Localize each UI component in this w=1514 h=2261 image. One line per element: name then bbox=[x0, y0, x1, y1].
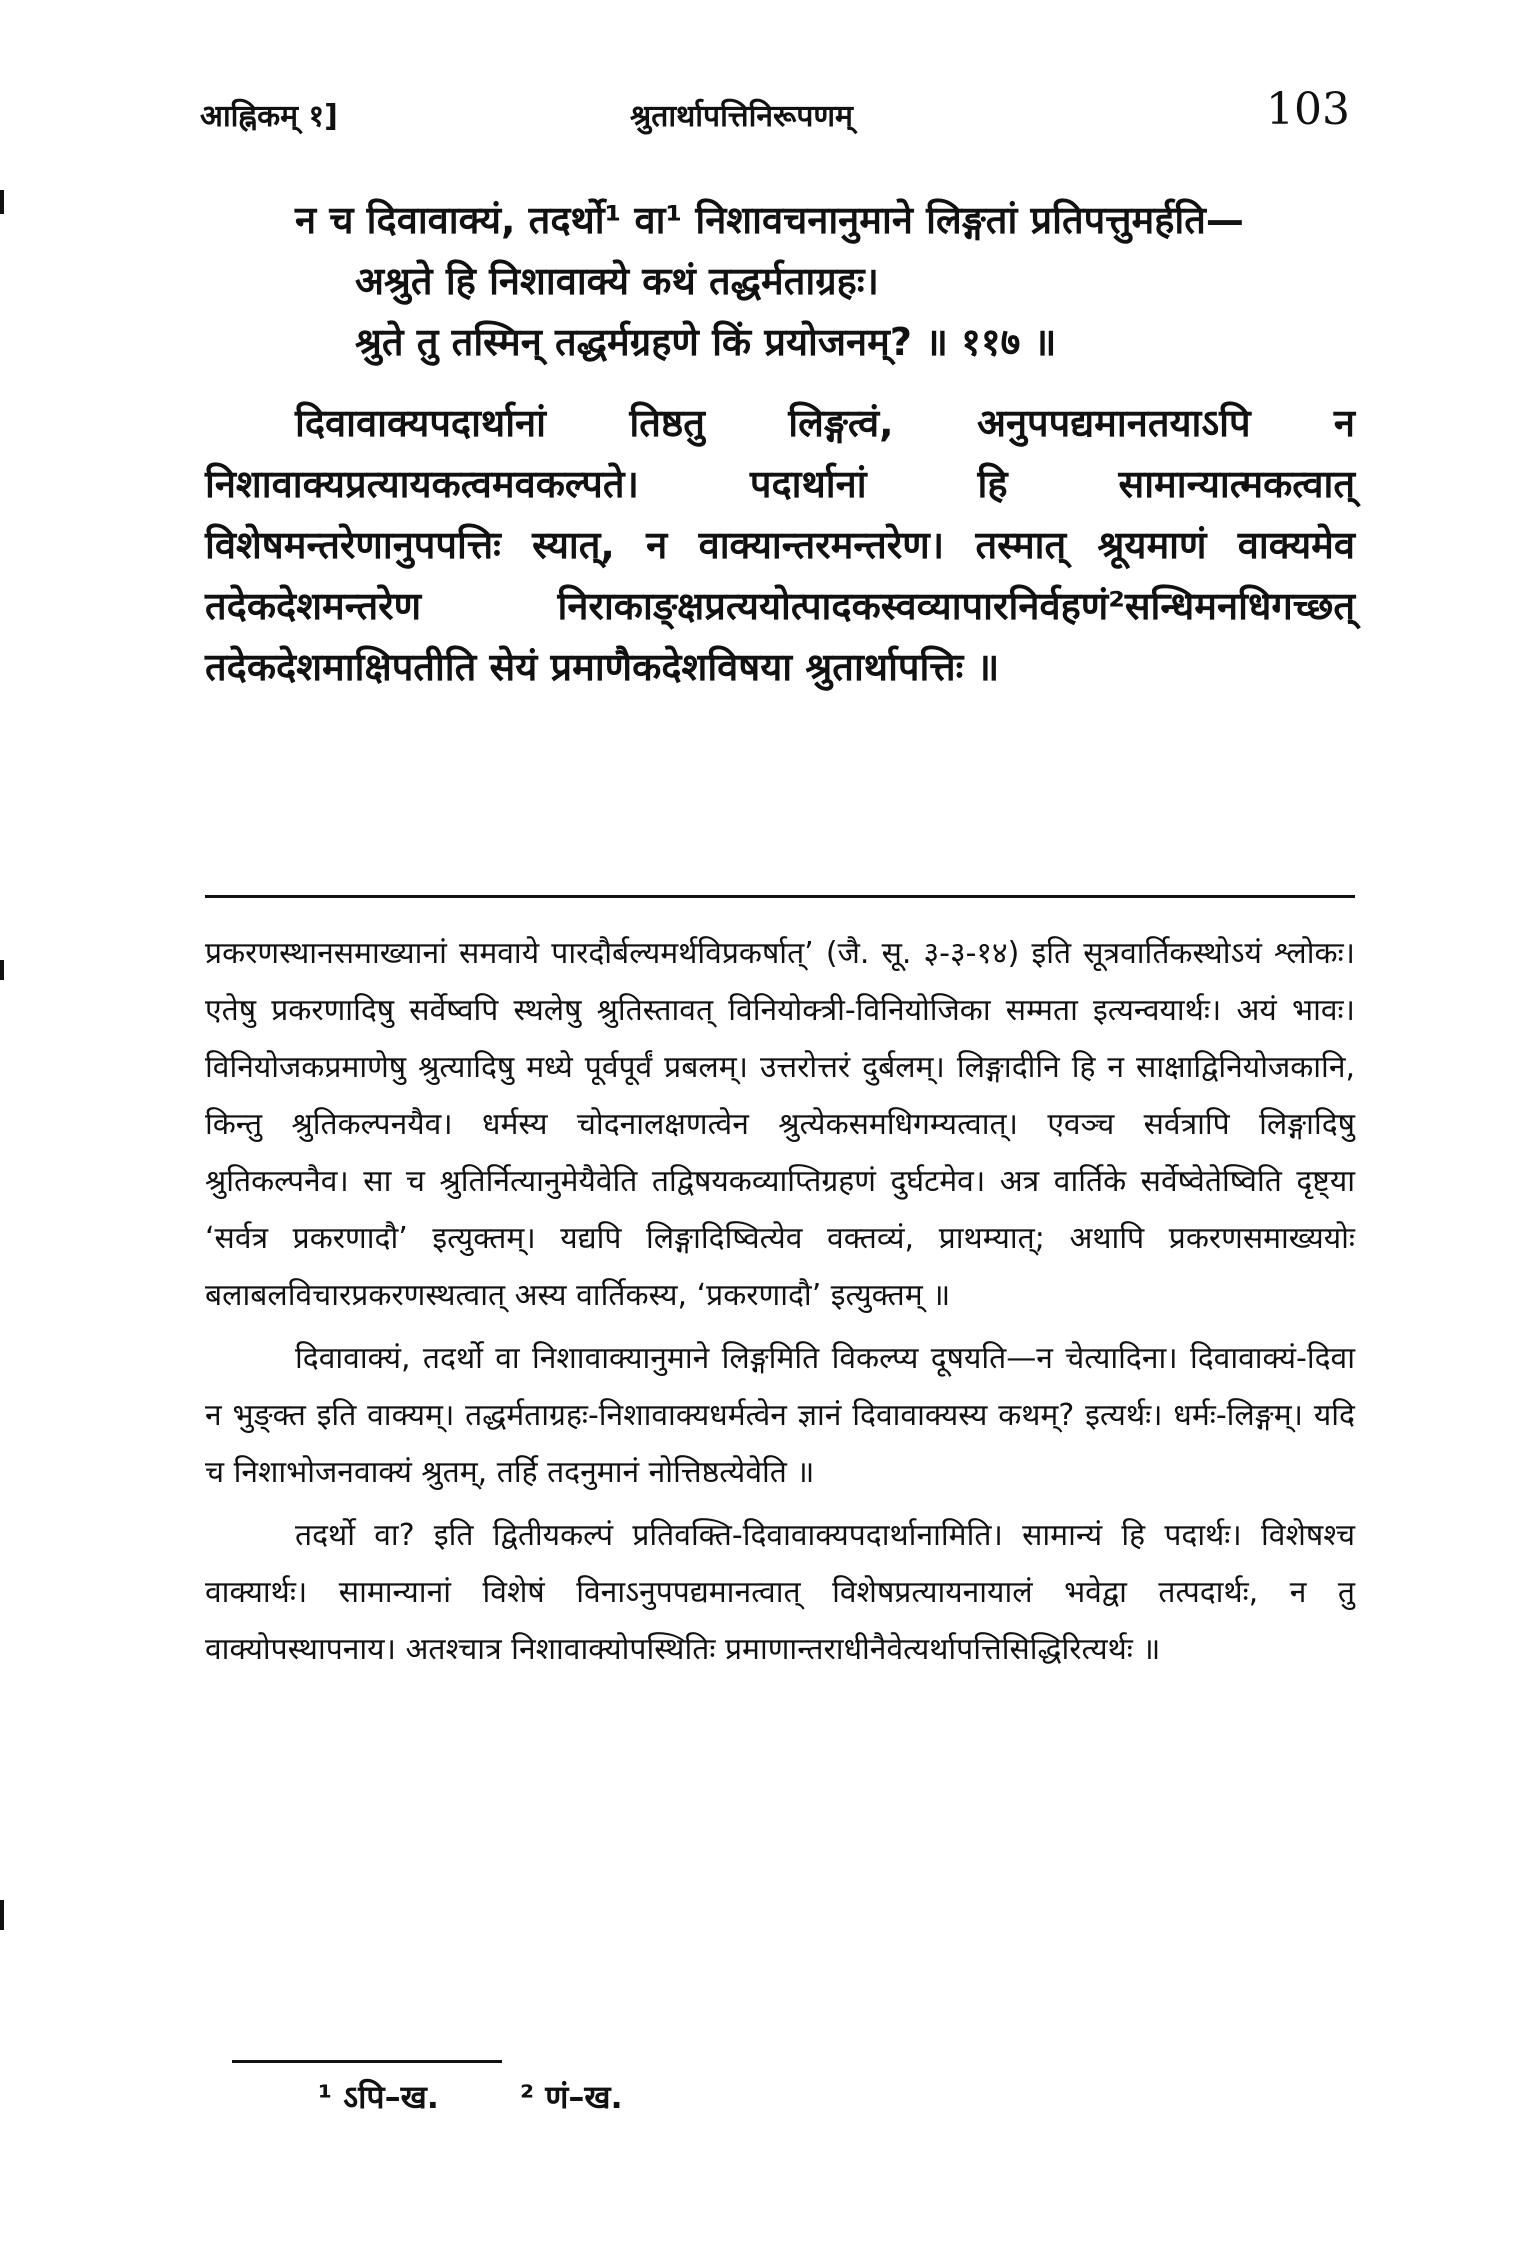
running-header bbox=[200, 84, 1350, 154]
footnote-rule bbox=[232, 2060, 502, 2063]
footnote-1: ¹ ऽपि–ख. bbox=[318, 2078, 439, 2116]
page-number: 103 bbox=[1266, 84, 1350, 135]
footnotes bbox=[318, 2075, 1218, 2118]
main-text bbox=[205, 190, 1355, 698]
header-chapter-title: श्रुतार्थापत्तिनिरूपणम् bbox=[630, 99, 853, 134]
main-paragraph-2: दिवावाक्यपदार्थानां तिष्ठतु लिङ्गत्वं, अनुपपद्यमानतयाऽपि न निशावाक्यप्रत्यायकत्वमवकल्पते। पदार्थानां हि सामान्यात्मकत्वात् विशेषमन्तरेणानुपपत्तिः स्यात्, न वाक्यान्तरमन्तरेण। तस्मात् श्रूयमाणं वाक्यमेव तदेकदेशमन्तरेण निराकाङ्क्षप्रत्ययोत्पादकस्वव्यापारनिर्वहणं²सन्धिमनधिगच्छत् तदेकदेशमाक्षिपतीति सेयं प्रमाणैकदेशविषया श्रुतार्थापत्तिः ॥ bbox=[205, 401, 1355, 689]
header-section-label: आह्निकम् १] bbox=[200, 99, 338, 134]
scan-edge-mark bbox=[0, 1900, 4, 1930]
footnote-2: ² णं–ख. bbox=[520, 2078, 623, 2116]
verse-line-1: अश्रुते हि निशावाक्ये कथं तद्धर्मताग्रहः। bbox=[355, 259, 879, 303]
commentary-text bbox=[205, 925, 1355, 1678]
main-paragraph-1: न च दिवावाक्यं, तदर्थो¹ वा¹ निशावचनानुमाने लिङ्गतां प्रतिपत्तुमर्हति— bbox=[295, 198, 1244, 242]
commentary-paragraph-3: तदर्थो वा? इति द्वितीयकल्पं प्रतिवक्ति-दिवावाक्यपदार्थानामिति। सामान्यं हि पदार्थः। विशेषश्च वाक्यार्थः। सामान्यानां विशेषं विनाऽनुपपद्यमानत्वात् विशेषप्रत्यायनायालं भवेद्वा तत्पदार्थः, न तु वाक्योपस्थापनाय। अतश्चात्र निशावाक्योपस्थितिः प्रमाणान्तराधीनैवेत्यर्थापत्तिसिद्धिरित्यर्थः ॥ bbox=[205, 1518, 1355, 1667]
commentary-paragraph-2: दिवावाक्यं, तदर्थो वा निशावाक्यानुमाने लिङ्गमिति विकल्प्य दूषयति—न चेत्यादिना। दिवावाक्यं-दिवा न भुङ्क्त इति वाक्यम्। तद्धर्मताग्रहः-निशावाक्यधर्मत्वेन ज्ञानं दिवावाक्यस्य कथम्? इत्यर्थः। धर्मः-लिङ्गम्। यदि च निशाभोजनवाक्यं श्रुतम्, तर्हि तदनुमानं नोत्तिष्ठत्येवेति ॥ bbox=[205, 1341, 1355, 1490]
verse-line-2: श्रुते तु तस्मिन् तद्धर्मग्रहणे किं प्रयोजनम्? ॥ ११७ ॥ bbox=[355, 320, 1057, 364]
commentary-paragraph-1: प्रकरणस्थानसमाख्यानां समवाये पारदौर्बल्यमर्थविप्रकर्षात्’ (जै. सू. ३-३-१४) इति सूत्रवार्तिकस्थोऽयं श्लोकः। एतेषु प्रकरणादिषु सर्वेष्वपि स्थलेषु श्रुतिस्तावत् विनियोक्त्री-विनियोजिका सम्मता इत्यन्वयार्थः। अयं भावः। विनियोजकप्रमाणेषु श्रुत्यादिषु मध्ये पूर्वपूर्वं प्रबलम्। उत्तरोत्तरं दुर्बलम्। लिङ्गादीनि हि न साक्षाद्विनियोजकानि, किन्तु श्रुतिकल्पनयैव। धर्मस्य चोदनालक्षणत्वेन श्रुत्येकसमधिगम्यत्वात्। एवञ्च सर्वत्रापि लिङ्गादिषु श्रुतिकल्पनैव। सा च श्रुतिर्नित्यानुमेयैवेति तद्विषयकव्याप्तिग्रहणं दुर्घटमेव। अत्र वार्तिके सर्वेष्वेतेष्विति दृष्ट्या ‘सर्वत्र प्रकरणादौ’ इत्युक्तम्। यद्यपि लिङ्गादिष्वित्येव वक्तव्यं, प्राथम्यात्; अथापि प्रकरणसमाख्ययोः बलाबलविचारप्रकरणस्थत्वात् अस्य वार्तिकस्य, ‘प्रकरणादौ’ इत्युक्तम् ॥ bbox=[205, 936, 1355, 1313]
commentary-separator bbox=[205, 895, 1355, 898]
scan-edge-mark bbox=[0, 960, 4, 980]
scan-edge-mark bbox=[0, 190, 4, 214]
